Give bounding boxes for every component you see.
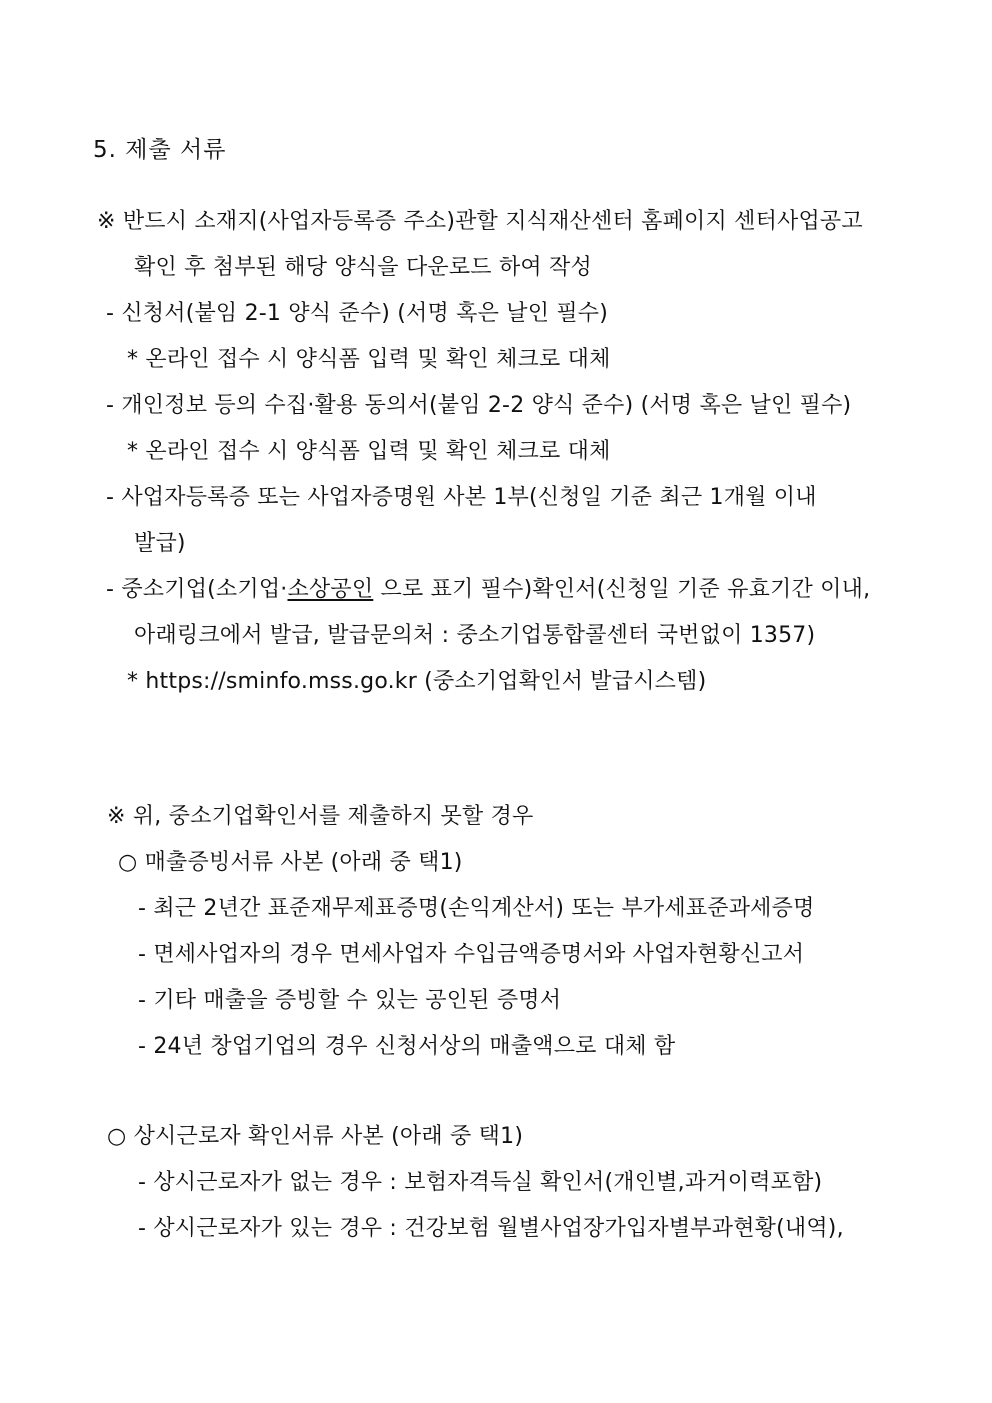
notice2-title: ※ 위, 중소기업확인서를 제출하지 못할 경우 xyxy=(107,804,534,829)
item-application-note: * 온라인 접수 시 양식폼 입력 및 확인 체크로 대체 xyxy=(127,347,611,372)
item-sme-note: * https://sminfo.mss.go.kr (중소기업확인서 발급시스템) xyxy=(127,669,707,694)
item-sme-line-2: 아래링크에서 발급, 발급문의처 : 중소기업통합콜센터 국번없이 1357) xyxy=(134,623,816,648)
item-bizreg-line-1: - 사업자등록증 또는 사업자증명원 사본 1부(신청일 기준 최근 1개월 이내 xyxy=(106,485,817,510)
workers-item: - 상시근로자가 없는 경우 : 보험자격득실 확인서(개인별,과거이력포함) xyxy=(138,1170,823,1195)
sales-item: - 기타 매출을 증빙할 수 있는 공인된 증명서 xyxy=(138,988,562,1013)
item-sme-underlined: 소상공인 xyxy=(287,577,374,602)
sales-title: ○ 매출증빙서류 사본 (아래 중 택1) xyxy=(118,850,463,875)
item-sme-prefix: - 중소기업(소기업· xyxy=(106,577,288,602)
item-application: - 신청서(붙임 2-1 양식 준수) (서명 혹은 날인 필수) xyxy=(106,301,609,326)
item-privacy: - 개인정보 등의 수집·활용 동의서(붙임 2-2 양식 준수) (서명 혹은 날인 필수) xyxy=(106,393,852,418)
item-sme-suffix: 으로 표기 필수)확인서(신청일 기준 유효기간 이내, xyxy=(373,577,871,602)
sales-item: - 최근 2년간 표준재무제표증명(손익계산서) 또는 부가세표준과세증명 xyxy=(138,896,815,921)
item-privacy-note: * 온라인 접수 시 양식폼 입력 및 확인 체크로 대체 xyxy=(127,439,611,464)
section-heading: 5. 제출 서류 xyxy=(93,137,227,163)
item-bizreg-line-2: 발급) xyxy=(134,531,186,556)
notice-line-2: 확인 후 첨부된 해당 양식을 다운로드 하여 작성 xyxy=(134,255,592,280)
item-sme-line-1 xyxy=(106,575,870,605)
workers-title: ○ 상시근로자 확인서류 사본 (아래 중 택1) xyxy=(107,1124,524,1149)
notice-line-1: ※ 반드시 소재지(사업자등록증 주소)관할 지식재산센터 홈페이지 센터사업공고 xyxy=(97,209,863,234)
sales-item: - 24년 창업기업의 경우 신청서상의 매출액으로 대체 함 xyxy=(138,1034,676,1059)
workers-item: - 상시근로자가 있는 경우 : 건강보험 월별사업장가입자별부과현황(내역), xyxy=(138,1216,844,1241)
sales-item: - 면세사업자의 경우 면세사업자 수입금액증명서와 사업자현황신고서 xyxy=(138,942,805,967)
